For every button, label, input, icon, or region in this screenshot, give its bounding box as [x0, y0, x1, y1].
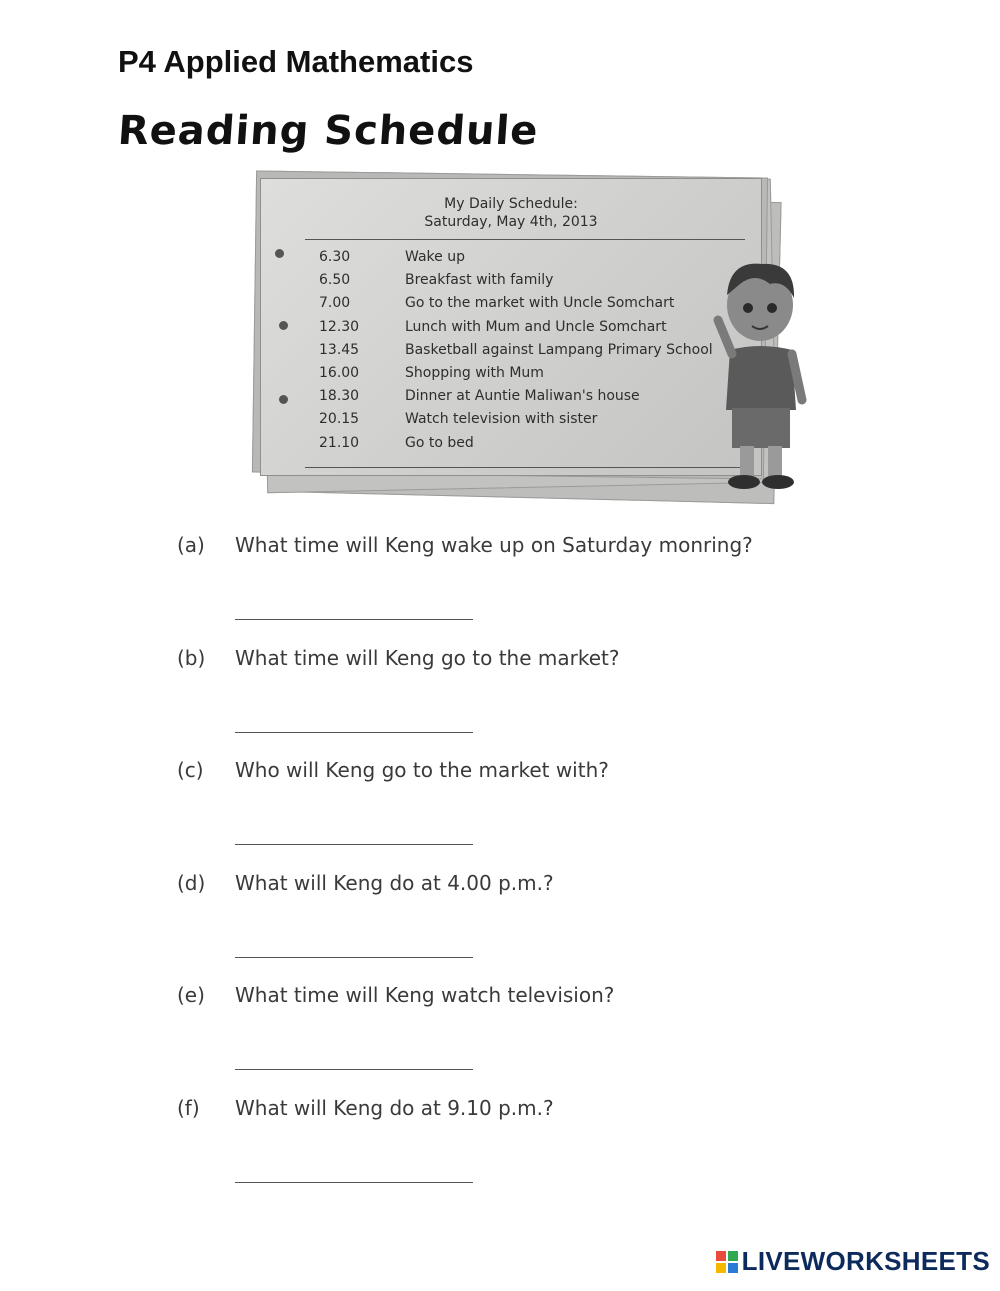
punch-hole-icon	[275, 249, 284, 258]
schedule-activity: Lunch with Mum and Uncle Somchart	[405, 318, 667, 335]
schedule-activity: Shopping with Mum	[405, 364, 544, 381]
brand-name: LIVEWORKSHEETS	[741, 1246, 990, 1276]
schedule-time: 12.30	[319, 318, 360, 335]
schedule-time: 6.30	[319, 249, 351, 265]
schedule-activity: Dinner at Auntie Maliwan's house	[405, 388, 640, 405]
schedule-time: 18.30	[319, 388, 360, 405]
question-item	[177, 533, 937, 646]
page-title: P4 Applied Mathematics	[118, 44, 474, 79]
schedule-row	[319, 388, 739, 411]
question-text: Who will Keng go to the market with?	[235, 758, 609, 783]
question-text: What will Keng do at 4.00 p.m.?	[235, 870, 554, 895]
schedule-row	[319, 411, 739, 434]
question-label: (d)	[177, 870, 206, 895]
question-list	[177, 533, 937, 1209]
question-item	[177, 1096, 937, 1209]
brand-blocks-icon	[716, 1251, 738, 1273]
schedule-table	[319, 249, 739, 458]
punch-hole-icon	[279, 321, 288, 330]
schedule-time: 7.00	[319, 295, 351, 312]
schedule-heading-title: My Daily Schedule:	[444, 196, 578, 212]
question-item	[177, 871, 937, 984]
question-item	[177, 983, 937, 1096]
answer-blank[interactable]	[235, 617, 473, 620]
schedule-row	[319, 342, 739, 365]
schedule-heading	[261, 195, 761, 231]
schedule-card	[260, 178, 762, 476]
question-label: (c)	[177, 758, 204, 783]
question-text: What time will Keng go to the market?	[235, 645, 620, 670]
question-label: (e)	[177, 983, 205, 1008]
question-text: What time will Keng watch television?	[235, 983, 615, 1008]
schedule-row	[319, 295, 739, 318]
schedule-row	[319, 435, 739, 458]
answer-blank[interactable]	[235, 955, 473, 958]
brand-block	[728, 1251, 738, 1261]
schedule-activity: Go to the market with Uncle Somchart	[405, 295, 675, 312]
brand-block	[728, 1263, 738, 1273]
brand-block	[716, 1251, 726, 1261]
schedule-heading-date: Saturday, May 4th, 2013	[424, 214, 598, 230]
answer-blank[interactable]	[235, 1180, 473, 1183]
divider	[305, 239, 745, 240]
question-label: (b)	[177, 645, 206, 670]
schedule-time: 16.00	[319, 364, 360, 381]
schedule-time: 21.10	[319, 434, 360, 451]
schedule-activity: Breakfast with family	[405, 272, 554, 289]
answer-blank[interactable]	[235, 842, 473, 845]
boy-illustration-icon	[710, 250, 810, 500]
punch-hole-icon	[279, 395, 288, 404]
answer-blank[interactable]	[235, 730, 473, 733]
divider	[305, 467, 745, 468]
question-text: What will Keng do at 9.10 p.m.?	[235, 1095, 554, 1120]
schedule-row	[319, 319, 739, 342]
question-item	[177, 646, 937, 759]
schedule-time: 6.50	[319, 272, 351, 289]
question-text: What time will Keng wake up on Saturday monring?	[235, 533, 753, 557]
schedule-activity: Go to bed	[405, 434, 474, 451]
schedule-activity: Basketball against Lampang Primary School	[405, 341, 713, 358]
schedule-activity: Watch television with sister	[405, 411, 598, 428]
schedule-row	[319, 249, 739, 272]
question-label: (a)	[177, 533, 205, 557]
liveworksheets-logo	[716, 1246, 990, 1277]
schedule-activity: Wake up	[405, 249, 465, 265]
schedule-row	[319, 365, 739, 388]
question-label: (f)	[177, 1095, 200, 1120]
brand-block	[716, 1263, 726, 1273]
schedule-figure	[240, 170, 810, 505]
answer-blank[interactable]	[235, 1067, 473, 1070]
section-subtitle: Reading Schedule	[116, 108, 540, 154]
schedule-time: 20.15	[319, 411, 360, 428]
schedule-time: 13.45	[319, 341, 360, 358]
question-item	[177, 758, 937, 871]
schedule-row	[319, 272, 739, 295]
